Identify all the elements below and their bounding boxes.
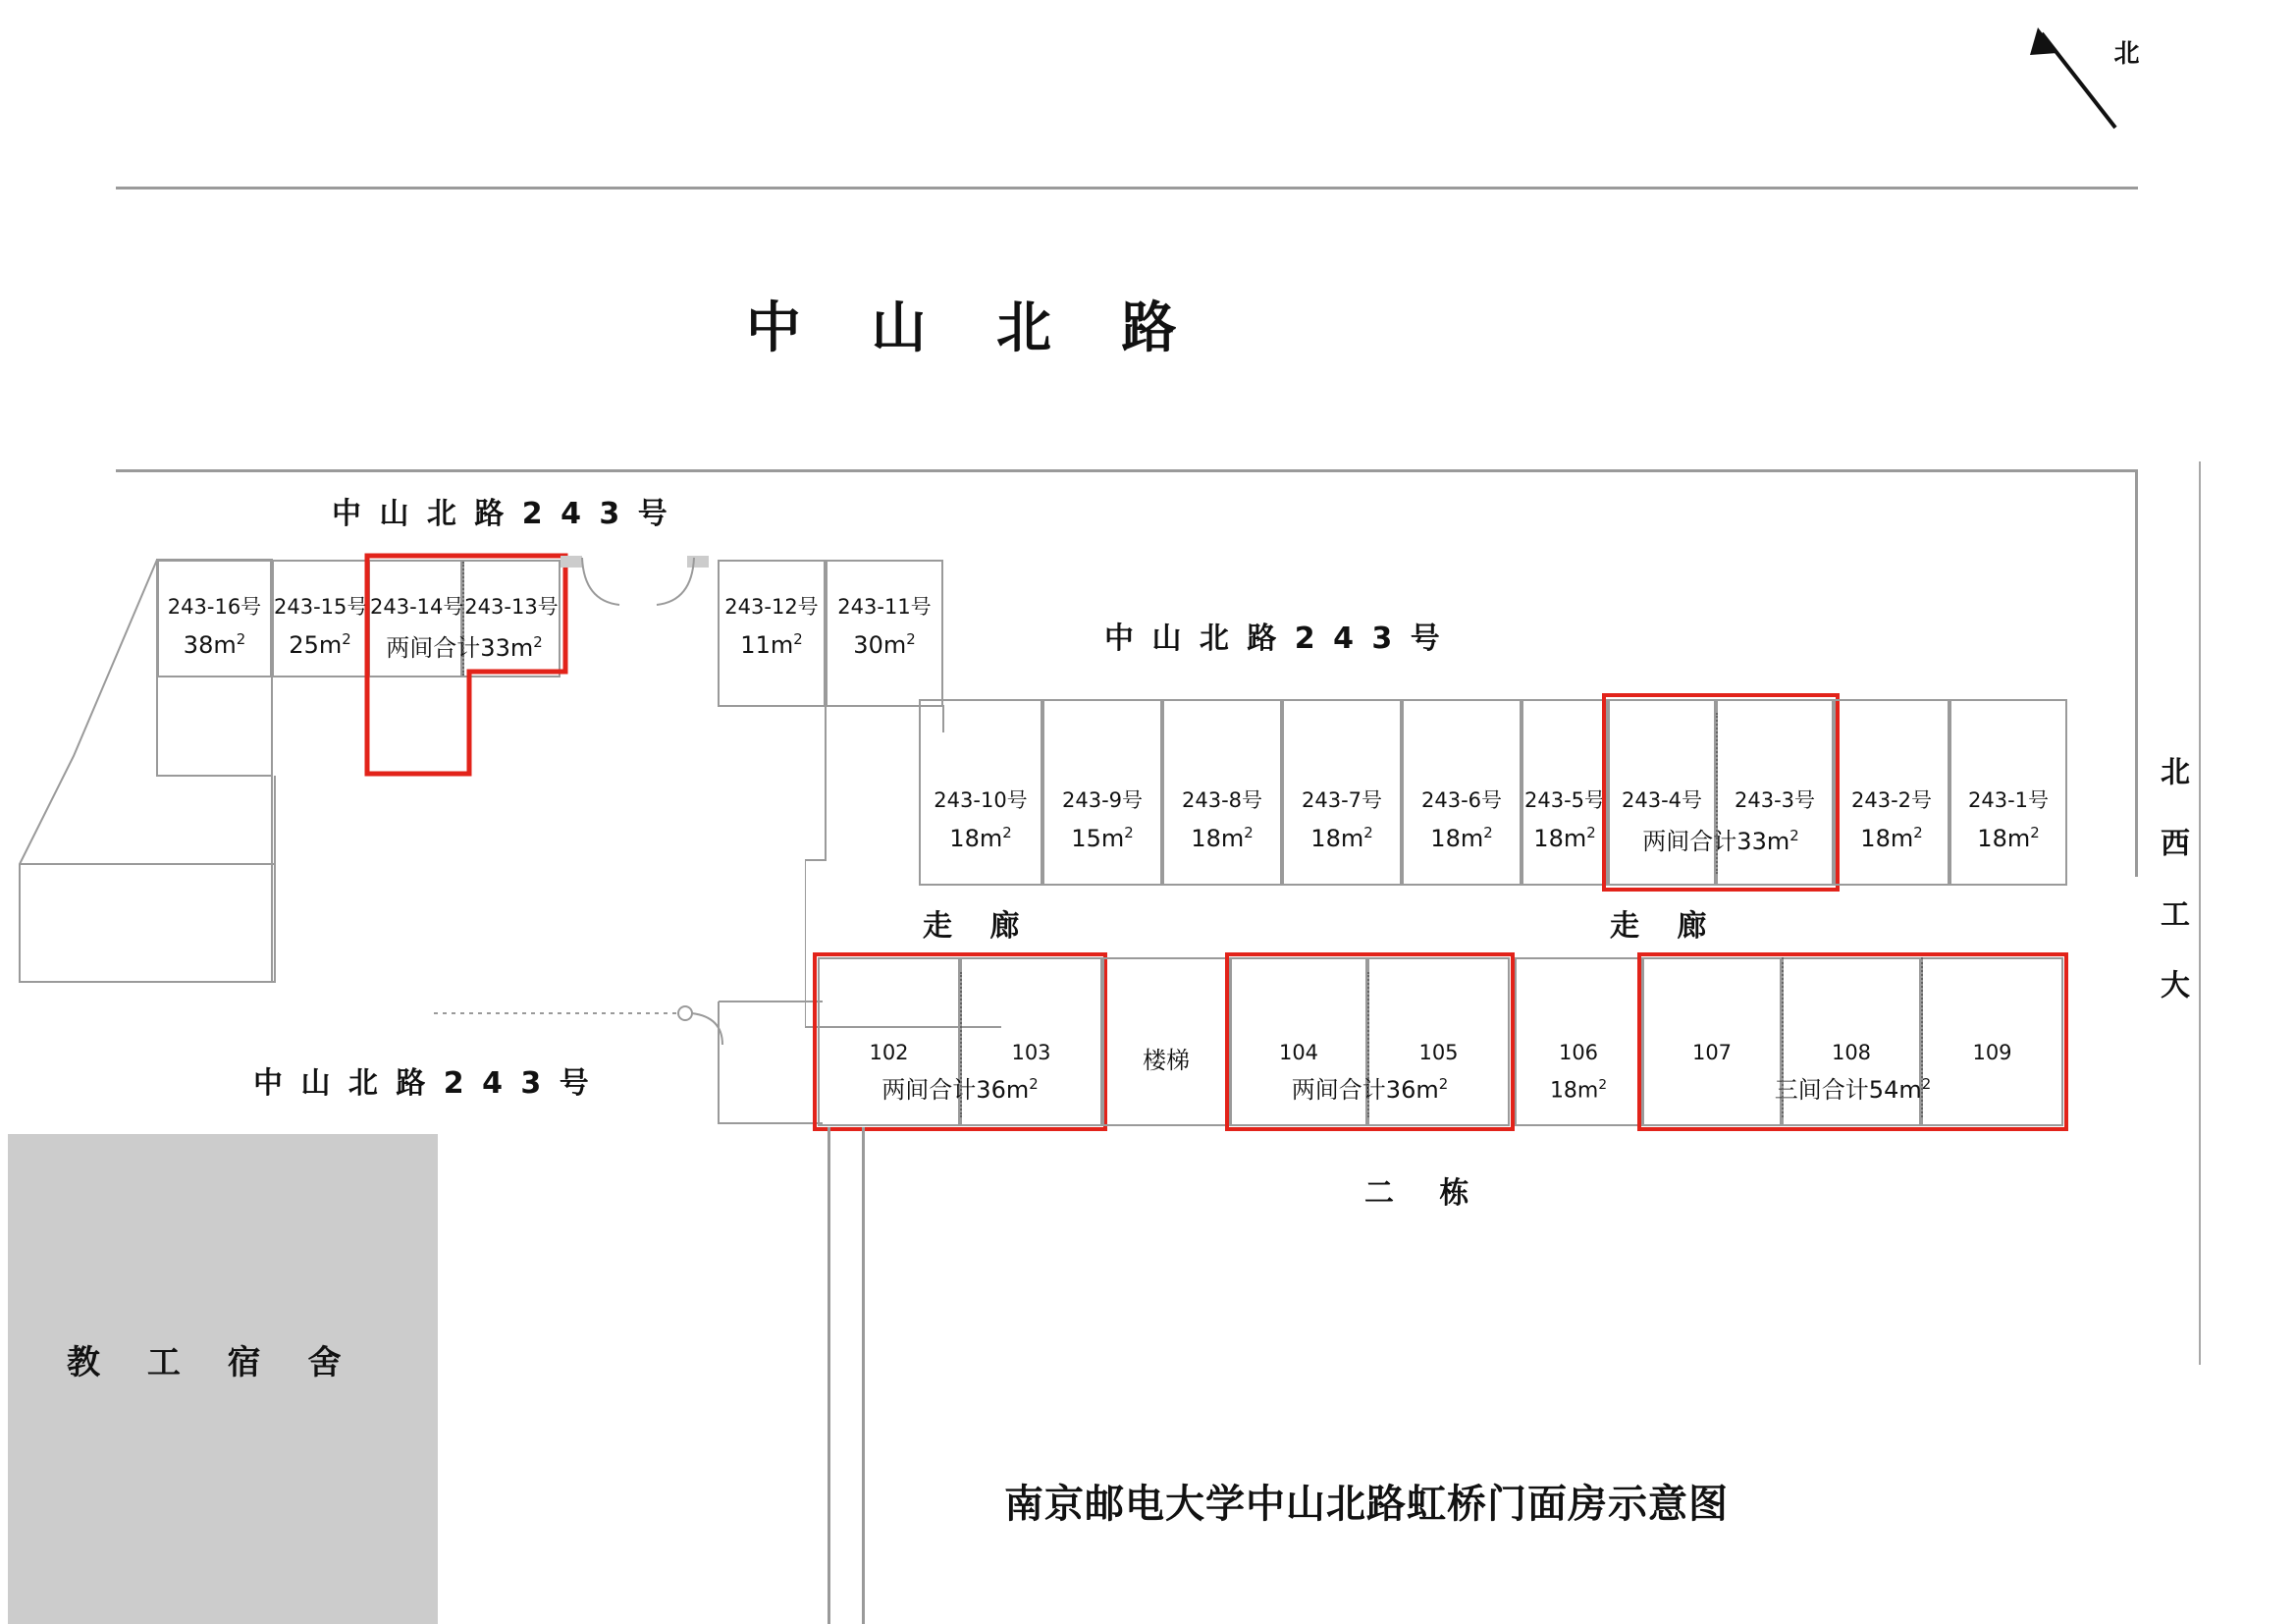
shop-number: 106: [1558, 1041, 1599, 1064]
path-connector-dotted: [432, 982, 736, 1060]
shop-area: 30m: [853, 631, 907, 659]
stairs-cell[interactable]: [1102, 957, 1230, 1126]
shop-number: 243-14号: [370, 595, 464, 619]
area-unit-sup: 2: [1483, 824, 1493, 841]
shop-number: 107: [1691, 1041, 1733, 1064]
merged-area-label-107-108-109: [1642, 1070, 2063, 1105]
shop-area: 15m: [1071, 825, 1125, 852]
shop-area: 25m: [289, 631, 343, 659]
shop-area: 18m: [1430, 825, 1484, 852]
area-unit-sup: 2: [1363, 824, 1373, 841]
shop-area: 18m: [949, 825, 1003, 852]
shop-number: 104: [1278, 1041, 1319, 1064]
shop-number: 243-5号: [1523, 788, 1606, 812]
merged-area-text: 两间合计36m: [881, 1076, 1030, 1104]
shop-area: 38m: [183, 631, 237, 659]
shop-cell-243-15[interactable]: [272, 560, 368, 677]
shop-number: 109: [1972, 1041, 2012, 1064]
divider-dotted-107-108: [1782, 957, 1784, 1117]
area-unit-sup: 2: [1438, 1075, 1449, 1093]
area-unit-sup: 2: [1029, 1075, 1039, 1093]
divider-dotted-243-4-3: [1716, 713, 1718, 874]
shop-number: 105: [1418, 1041, 1459, 1064]
shop-area: 18m: [1549, 1078, 1599, 1104]
area-unit-sup: 2: [1789, 827, 1799, 844]
shop-cell-243-3[interactable]: [1716, 699, 1834, 886]
bottom-road-line-right: [862, 1127, 865, 1624]
area-unit-sup: 2: [1002, 824, 1012, 841]
shop-number: 243-7号: [1301, 788, 1383, 812]
shop-number: 243-13号: [464, 595, 559, 619]
divider-dotted-102-103: [960, 972, 962, 1117]
divider-dotted-108-109: [1921, 957, 1923, 1117]
address-label-bottom: 中 山 北 路 2 4 3 号: [253, 1066, 593, 1101]
building-two-label: 二 栋: [1364, 1176, 1487, 1211]
divider-dotted-104-105: [1367, 972, 1369, 1117]
road-south-edge: [116, 469, 2138, 472]
area-unit-sup: 2: [1124, 824, 1134, 841]
corridor-label-right: 走 廊: [1610, 909, 1721, 944]
page-title-road: 中 山 北 路: [746, 297, 1202, 360]
shop-area: 18m: [1310, 825, 1364, 852]
road-north-edge: [116, 187, 2138, 189]
area-unit-sup: 2: [533, 633, 543, 651]
shop-cell-243-12[interactable]: [718, 560, 826, 707]
shop-number: 102: [869, 1041, 909, 1064]
shop-number: 108: [1831, 1041, 1872, 1064]
bottom-road-line-left: [828, 1127, 830, 1624]
shop-number: 243-6号: [1420, 788, 1503, 812]
north-arrow-icon: [2022, 20, 2150, 137]
diagram-caption: 南京邮电大学中山北路虹桥门面房示意图: [1004, 1482, 1729, 1527]
shop-number: 243-9号: [1061, 788, 1144, 812]
shop-cell-243-9[interactable]: [1042, 699, 1162, 886]
address-label-mid: 中 山 北 路 2 4 3 号: [1104, 622, 1444, 656]
area-unit-sup: 2: [1598, 1077, 1608, 1093]
shop-number: 243-15号: [274, 595, 368, 619]
merged-area-label-104-105: [1230, 1070, 1510, 1105]
area-unit-sup: 2: [2030, 824, 2040, 841]
shop-cell-243-8[interactable]: [1162, 699, 1282, 886]
shop-number: 243-3号: [1734, 788, 1816, 812]
shop-number: 243-12号: [724, 595, 819, 619]
shop-area: 11m: [740, 631, 794, 659]
shop-cell-243-1[interactable]: [1949, 699, 2067, 886]
area-unit-sup: 2: [906, 630, 916, 648]
shop-cell-243-2[interactable]: [1834, 699, 1949, 886]
shop-cell-243-11[interactable]: [826, 560, 943, 707]
area-unit-sup: 2: [1586, 824, 1596, 841]
east-boundary-line-2: [2199, 461, 2201, 1365]
staff-dorm-label: 教 工 宿 舍: [67, 1343, 359, 1382]
area-unit-sup: 2: [236, 630, 246, 648]
shop-number: 243-2号: [1850, 788, 1933, 812]
merged-area-label-243-4-3: [1608, 822, 1834, 856]
shop-cell-243-7[interactable]: [1282, 699, 1402, 886]
shop-area: 18m: [1191, 825, 1245, 852]
shop-area: 18m: [1533, 825, 1587, 852]
merged-area-text: 两间合计33m: [1642, 828, 1790, 855]
shop-number: 243-10号: [934, 788, 1028, 812]
area-unit-sup: 2: [1244, 824, 1254, 841]
merged-area-text: 两间合计33m: [386, 634, 534, 662]
area-unit-sup: 2: [793, 630, 803, 648]
area-unit-sup: 2: [342, 630, 351, 648]
shop-cell-106[interactable]: [1515, 957, 1642, 1126]
shop-number: 243-8号: [1181, 788, 1263, 812]
door-swing-icon: [574, 556, 702, 615]
area-unit-sup: 2: [1913, 824, 1923, 841]
shop-number: 243-11号: [837, 595, 932, 619]
shop-number: 243-1号: [1967, 788, 2050, 812]
stairs-label: 楼梯: [1143, 1047, 1190, 1074]
shop-cell-243-16[interactable]: [157, 560, 272, 677]
shop-cell-243-6[interactable]: [1402, 699, 1522, 886]
shop-area: 18m: [1860, 825, 1914, 852]
right-vertical-road-label: 北 西 工 大: [2155, 756, 2189, 1015]
address-label-top: 中 山 北 路 2 4 3 号: [332, 497, 671, 531]
shop-area: 18m: [1977, 825, 2031, 852]
north-label: 北: [2109, 39, 2139, 65]
shop-number: 243-16号: [167, 595, 262, 619]
corridor-label-left: 走 廊: [923, 909, 1034, 944]
shop-cell-243-4[interactable]: [1608, 699, 1716, 886]
shop-number: 243-4号: [1621, 788, 1703, 812]
area-unit-sup: 2: [1921, 1075, 1932, 1093]
shop-cell-243-10[interactable]: [919, 699, 1042, 886]
merged-area-text: 三间合计54m: [1774, 1076, 1922, 1104]
shop-number: 103: [1011, 1041, 1051, 1064]
shop-cell-243-5[interactable]: [1522, 699, 1608, 886]
east-boundary-line: [2135, 469, 2138, 877]
highlight-box-243-14-13: [363, 552, 579, 778]
merged-area-text: 两间合计36m: [1291, 1076, 1439, 1104]
